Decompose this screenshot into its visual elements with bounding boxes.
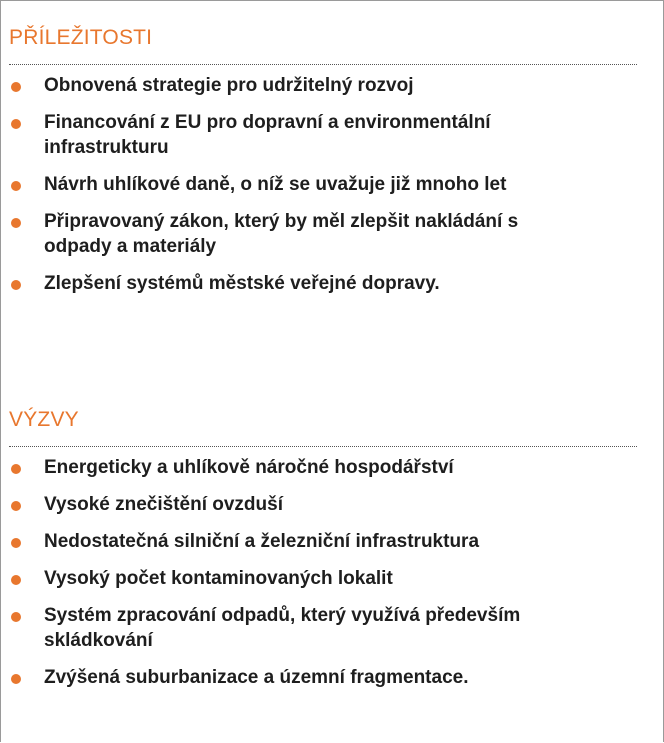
challenges-section (9, 408, 637, 702)
list-item-text: Návrh uhlíkové daně, o níž se uvažuje již mnoho let (44, 174, 507, 195)
list-item (9, 492, 574, 517)
list-item-text: Vysoké znečištění ovzduší (44, 494, 283, 515)
list-item (9, 455, 574, 480)
bullet-icon (11, 538, 21, 548)
list-item (9, 603, 574, 653)
bullet-icon (11, 612, 21, 622)
challenges-list (9, 455, 637, 690)
bullet-icon (11, 119, 21, 129)
bullet-icon (11, 181, 21, 191)
list-item-text: Financování z EU pro dopravní a environmentální infrastrukturu (44, 112, 491, 158)
opportunities-list (9, 73, 637, 296)
list-item-text: Zlepšení systémů městské veřejné dopravy. (44, 273, 440, 294)
list-item-text: Energeticky a uhlíkově náročné hospodářství (44, 457, 454, 478)
bullet-icon (11, 501, 21, 511)
list-item-text: Nedostatečná silniční a železniční infrastruktura (44, 531, 480, 552)
list-item-text: Připravovaný zákon, který by měl zlepšit nakládání s odpady a materiály (44, 211, 519, 257)
opportunities-heading: PŘÍLEŽITOSTI (9, 26, 637, 65)
bullet-icon (11, 575, 21, 585)
list-item (9, 566, 574, 591)
list-item (9, 271, 574, 296)
list-item (9, 665, 574, 690)
list-item-text: Systém zpracování odpadů, který využívá především skládkování (44, 605, 521, 651)
bullet-icon (11, 82, 21, 92)
list-item-text: Obnovená strategie pro udržitelný rozvoj (44, 75, 414, 96)
bullet-icon (11, 280, 21, 290)
challenges-heading: VÝZVY (9, 408, 637, 447)
bullet-icon (11, 464, 21, 474)
list-item (9, 73, 574, 98)
bullet-icon (11, 218, 21, 228)
list-item (9, 529, 574, 554)
list-item (9, 110, 574, 160)
opportunities-section (9, 26, 637, 308)
bullet-icon (11, 674, 21, 684)
list-item (9, 209, 574, 259)
list-item-text: Vysoký počet kontaminovaných lokalit (44, 568, 393, 589)
list-item (9, 172, 574, 197)
list-item-text: Zvýšená suburbanizace a územní fragmentace. (44, 667, 469, 688)
